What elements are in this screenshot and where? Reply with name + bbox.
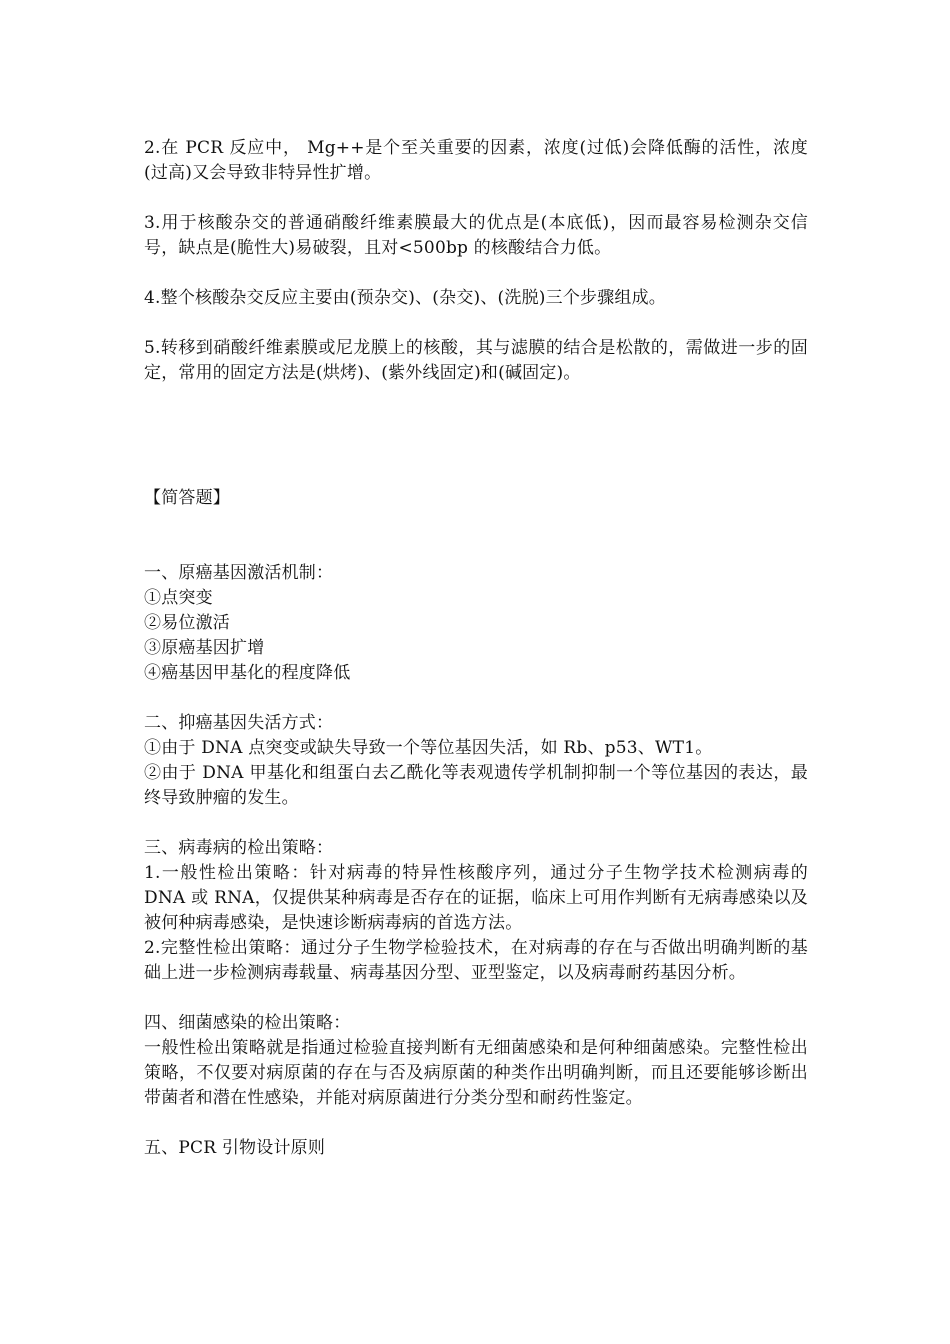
question-4-title: 四、细菌感染的检出策略： (144, 1013, 351, 1033)
question-4 (144, 1011, 808, 1111)
question-3-item: 2.完整性检出策略：通过分子生物学检验技术，在对病毒的存在与否做出明确判断的基础上进一步检测病毒载量、病毒基因分型、亚型鉴定，以及病毒耐药基因分析。 (144, 938, 808, 983)
question-2-item: ②由于 DNA 甲基化和组蛋白去乙酰化等表观遗传学机制抑制一个等位基因的表达，最终导致肿瘤的发生。 (144, 763, 808, 808)
question-3-title: 三、病毒病的检出策略： (144, 838, 334, 858)
question-3-item: 1.一般性检出策略：针对病毒的特异性核酸序列，通过分子生物学技术检测病毒的 DNA 或 RNA，仅提供某种病毒是否存在的证据，临床上可用作判断有无病毒感染以及被何种病毒感染，是快速诊断病毒病的首选方法。 (144, 863, 808, 933)
fill-blank-item-2: 2.在 PCR 反应中， Mg++是个至关重要的因素，浓度(过低)会降低酶的活性，浓度(过高)又会导致非特异性扩增。 (144, 138, 808, 183)
question-1 (144, 561, 808, 686)
fill-blank-item-5: 5.转移到硝酸纤维素膜或尼龙膜上的核酸，其与滤膜的结合是松散的，需做进一步的固定，常用的固定方法是(烘烤)、(紫外线固定)和(碱固定)。 (144, 338, 808, 383)
document-page (144, 136, 808, 1161)
fill-blank-item-4: 4.整个核酸杂交反应主要由(预杂交)、(杂交)、(洗脱)三个步骤组成。 (144, 288, 667, 308)
question-5-title: 五、PCR 引物设计原则 (144, 1138, 326, 1158)
question-1-item: ③原癌基因扩增 (144, 638, 265, 658)
question-1-title: 一、原癌基因激活机制： (144, 563, 334, 583)
fill-blank-item-3: 3.用于核酸杂交的普通硝酸纤维素膜最大的优点是(本底低)，因而最容易检测杂交信号，缺点是(脆性大)易破裂，且对<500bp 的核酸结合力低。 (144, 213, 808, 258)
question-2-item: ①由于 DNA 点突变或缺失导致一个等位基因失活，如 Rb、p53、WT1。 (144, 738, 713, 758)
question-4-body: 一般性检出策略就是指通过检验直接判断有无细菌感染和是何种细菌感染。完整性检出策略，不仅要对病原菌的存在与否及病原菌的种类作出明确判断，而且还要能够诊断出带菌者和潜在性感染，并能对病原菌进行分类分型和耐药性鉴定。 (144, 1038, 808, 1108)
question-2-title: 二、抑癌基因失活方式： (144, 713, 334, 733)
section-title-short-answer: 【简答题】 (144, 488, 230, 508)
question-2 (144, 711, 808, 811)
question-1-item: ②易位激活 (144, 613, 230, 633)
question-3 (144, 836, 808, 986)
question-1-item: ①点突变 (144, 588, 213, 608)
question-5 (144, 1136, 808, 1161)
question-1-item: ④癌基因甲基化的程度降低 (144, 663, 351, 683)
